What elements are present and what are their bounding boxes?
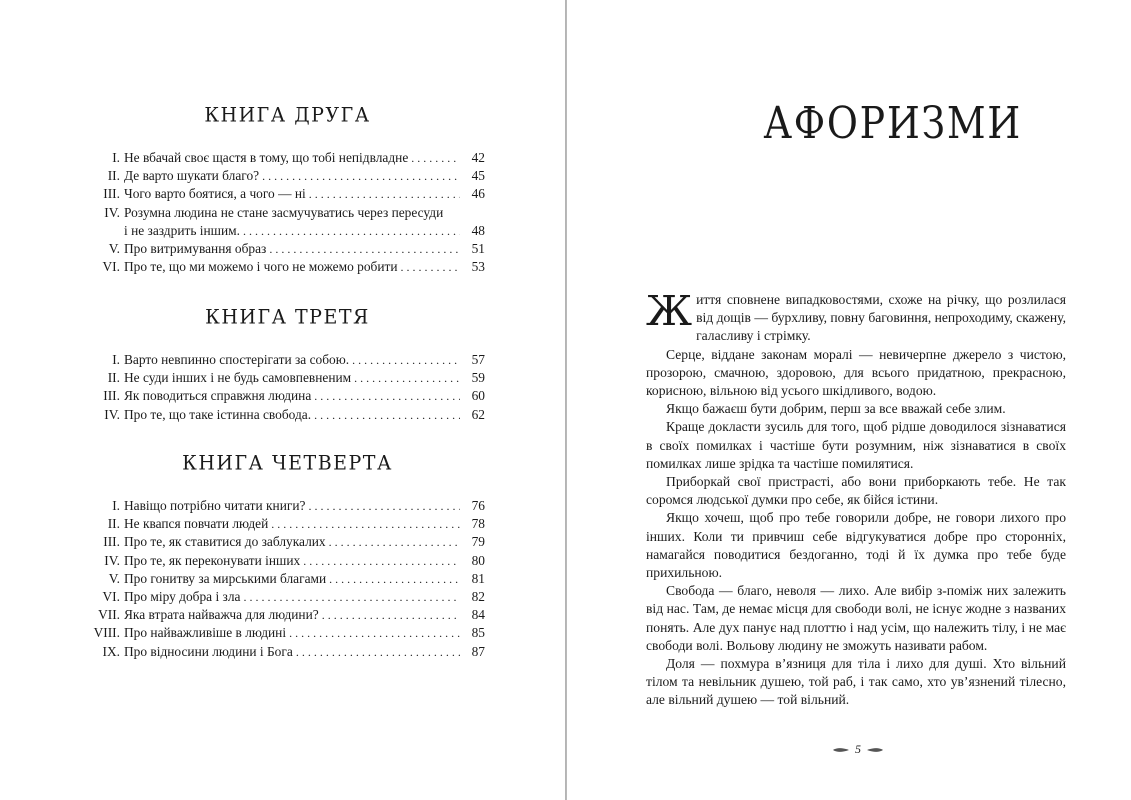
toc-page-number: 51 bbox=[471, 241, 485, 257]
toc-title: Про те, що ми можемо і чого не можемо робити bbox=[124, 259, 398, 275]
toc-entry[interactable] bbox=[90, 204, 485, 240]
toc-title: Про те, що таке істинна свобода. bbox=[124, 406, 312, 422]
toc-title: Варто невпинно спостерігати за собою. bbox=[124, 352, 350, 367]
paragraph: Серце, віддане законам моралі — невичерпне джерело з чистою, прозорою, смачною, здоровою, для всього придатною, прекрасною, корисною, вільною від усього шкідливого, водою. bbox=[646, 346, 1066, 399]
toc-entry[interactable] bbox=[90, 624, 485, 642]
paragraph: Приборкай свої пристрасті, або вони приборкають тебе. Не так соромся людської думки про себе, як бійся істини. bbox=[646, 474, 1066, 508]
toc-leader bbox=[309, 185, 460, 203]
toc-number: VII. bbox=[98, 607, 120, 623]
toc-list bbox=[90, 149, 485, 276]
paragraph: Якщо хочеш, щоб про тебе говорили добре, не говори лихого про інших. Коли ти привчиш себе відгукуватися добре про сторонніх, намагайся поводитися бездоганно, тоді й їх думка про тебе буде прихильною. bbox=[646, 510, 1066, 581]
paragraph: Доля — похмура в’язниця для тіла і лихо для душі. Хто вільний тілом та невільник душею, той раб, і так само, хто ув’язнений тілесно, але вільний душею — той вільний. bbox=[646, 656, 1066, 708]
page-number: 5 bbox=[855, 742, 861, 756]
book-title: КНИГА ДРУГА bbox=[204, 103, 371, 127]
toc-entry[interactable] bbox=[90, 497, 485, 515]
paragraph: Свобода — благо, неволя — лихо. Але вибір з-поміж них залежить від нас. Там, де немає місця для свободи волі, не існує жодне з названих понять. Але дух панує над плоттю і над усім, що належить тілу, і не має свободи волі. Вольову людину не зможуть називати рабом. bbox=[646, 583, 1066, 653]
toc-entry[interactable] bbox=[90, 606, 485, 624]
toc-leader bbox=[329, 570, 460, 588]
toc-entry[interactable] bbox=[90, 643, 485, 661]
toc-entry[interactable] bbox=[90, 240, 485, 258]
toc-number: VI. bbox=[102, 259, 120, 275]
toc-entry[interactable] bbox=[90, 369, 485, 387]
paragraph: Краще докласти зусиль для того, щоб рідше доводилося зізнаватися в своїх помилках і частіше бути розумним, ніж зізнаватися в своїх помилках лише зрідка та частіше помилятися. bbox=[646, 419, 1066, 471]
page-number-folio bbox=[808, 742, 908, 757]
toc-number: II. bbox=[107, 370, 120, 386]
toc-title: Не квапся повчати людей bbox=[124, 516, 269, 532]
toc-leader bbox=[314, 387, 460, 405]
toc-entry[interactable] bbox=[90, 533, 485, 551]
toc-title: Про найважливіше в людині bbox=[124, 625, 287, 641]
toc-leader bbox=[411, 149, 460, 167]
right-page bbox=[568, 0, 1131, 800]
right-ornament-icon bbox=[867, 747, 883, 753]
toc-leader bbox=[296, 643, 460, 661]
toc-number: III. bbox=[103, 186, 120, 202]
toc-entry[interactable] bbox=[90, 185, 485, 203]
toc-title: Про те, як переконувати інших bbox=[124, 552, 301, 568]
toc-number: IV. bbox=[104, 406, 120, 422]
toc-leader bbox=[271, 515, 460, 533]
toc-page-number: 46 bbox=[471, 186, 485, 202]
toc-number: VIII. bbox=[93, 625, 120, 641]
toc-page-number: 78 bbox=[471, 516, 485, 532]
toc-page-number: 87 bbox=[471, 643, 485, 659]
toc-title: Про витримування образ bbox=[124, 241, 267, 257]
toc-leader bbox=[243, 222, 460, 240]
toc-title: Про відносини людини і Бога bbox=[124, 643, 293, 659]
toc-page-number: 62 bbox=[471, 406, 485, 422]
toc-page-number: 81 bbox=[471, 570, 485, 586]
toc-entry[interactable] bbox=[90, 552, 485, 570]
toc-leader bbox=[269, 240, 460, 258]
toc-title: Про те, як ставитися до заблукалих bbox=[124, 534, 326, 550]
toc-number: I. bbox=[112, 352, 120, 367]
toc-leader bbox=[401, 258, 460, 276]
toc-title-continued: і не заздрить іншим. bbox=[124, 222, 240, 238]
toc-entry[interactable] bbox=[90, 588, 485, 606]
drop-cap: Ж bbox=[646, 287, 693, 335]
toc-leader bbox=[262, 167, 460, 185]
toc-page-number: 82 bbox=[471, 589, 485, 605]
toc-title: Чого варто боятися, а чого — ні bbox=[124, 186, 306, 202]
left-ornament-icon bbox=[833, 747, 849, 753]
toc-list bbox=[90, 351, 485, 424]
toc-title: Не суди інших і не будь самовпевненим bbox=[124, 370, 352, 386]
toc-page-number: 79 bbox=[471, 534, 485, 550]
toc-entry[interactable] bbox=[90, 149, 485, 167]
toc-page-number: 85 bbox=[471, 625, 485, 641]
book-three-section bbox=[90, 305, 485, 424]
toc-entry[interactable] bbox=[90, 515, 485, 533]
book-two-section bbox=[90, 103, 485, 276]
toc-leader bbox=[352, 351, 460, 369]
toc-title: Як поводиться справжня людина bbox=[124, 388, 312, 404]
toc-entry[interactable] bbox=[90, 387, 485, 405]
toc-entry[interactable] bbox=[90, 167, 485, 185]
toc-title: Про гонитву за мирськими благами bbox=[124, 570, 327, 586]
toc-number: IV. bbox=[104, 204, 120, 220]
toc-leader bbox=[314, 406, 460, 424]
toc-number: II. bbox=[107, 516, 120, 532]
aphorisms-text bbox=[646, 287, 1066, 710]
toc-number: III. bbox=[103, 534, 120, 550]
toc-page-number: 59 bbox=[471, 370, 485, 386]
toc-title: Не вбачай своє щастя в тому, що тобі непідвладне bbox=[124, 150, 409, 165]
toc-leader bbox=[329, 533, 460, 551]
toc-title: Де варто шукати благо? bbox=[124, 168, 260, 184]
toc-leader bbox=[308, 497, 460, 515]
toc-number: III. bbox=[103, 388, 120, 404]
toc-page-number: 48 bbox=[471, 222, 485, 238]
toc-page-number: 45 bbox=[471, 168, 485, 184]
toc-entry[interactable] bbox=[90, 351, 485, 369]
paragraph bbox=[646, 287, 1066, 346]
toc-page-number: 84 bbox=[471, 607, 485, 623]
toc-leader bbox=[243, 588, 460, 606]
toc-number: IX. bbox=[102, 643, 120, 659]
toc-page-number: 80 bbox=[471, 552, 485, 568]
toc-title: Про міру добра і зла bbox=[124, 589, 241, 605]
toc-title: Навіщо потрібно читати книги? bbox=[124, 498, 306, 513]
book-title: КНИГА ЧЕТВЕРТА bbox=[182, 451, 393, 475]
toc-page-number: 60 bbox=[471, 388, 485, 404]
toc-page-number: 57 bbox=[471, 352, 485, 367]
toc-entry[interactable] bbox=[90, 258, 485, 276]
toc-list bbox=[90, 497, 485, 661]
toc-number: II. bbox=[107, 168, 120, 184]
toc-number: I. bbox=[112, 498, 120, 513]
toc-number: VI. bbox=[102, 589, 120, 605]
toc-number: I. bbox=[112, 150, 120, 165]
book-four-section bbox=[90, 451, 485, 661]
toc-number: V. bbox=[108, 241, 120, 257]
book-title: КНИГА ТРЕТЯ bbox=[205, 305, 370, 329]
toc-entry[interactable] bbox=[90, 406, 485, 424]
chapter-heading: АФОРИЗМИ bbox=[763, 98, 1023, 149]
toc-title: Яка втрата найважча для людини? bbox=[124, 607, 319, 623]
toc-number: V. bbox=[108, 570, 120, 586]
toc-title: Розумна людина не стане засмучуватись через пересуди bbox=[124, 204, 444, 220]
toc-leader bbox=[354, 369, 460, 387]
toc-leader bbox=[289, 624, 460, 642]
paragraph-text: иття сповнене випадковостями, схоже на річку, що розлилася від дощів — бурхливу, повну баговиння, непроходиму, скажену, галасливу і стрімку. bbox=[696, 292, 1066, 344]
paragraph: Якщо бажаєш бути добрим, перш за все вважай себе злим. bbox=[666, 401, 1006, 417]
toc-page-number: 42 bbox=[471, 150, 485, 165]
toc-leader bbox=[322, 606, 460, 624]
toc-number: IV. bbox=[104, 552, 120, 568]
toc-entry[interactable] bbox=[90, 570, 485, 588]
book-spine-gutter bbox=[565, 0, 567, 800]
toc-leader bbox=[303, 552, 460, 570]
toc-page-number: 76 bbox=[471, 498, 485, 513]
toc-page-number: 53 bbox=[471, 259, 485, 275]
